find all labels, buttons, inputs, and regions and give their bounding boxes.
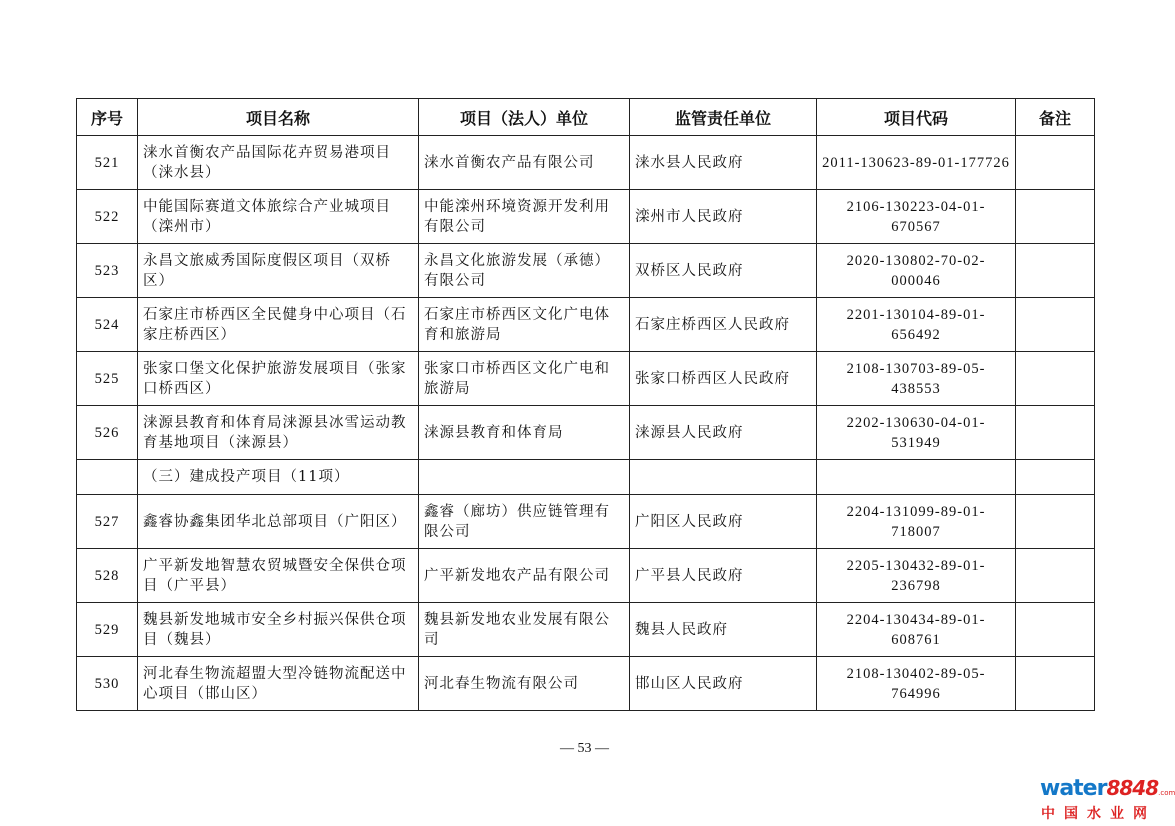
row-remark	[1016, 549, 1095, 603]
row-supervisor: 石家庄桥西区人民政府	[630, 298, 817, 352]
row-name: 涞源县教育和体育局涞源县冰雪运动教育基地项目（涞源县）	[138, 406, 419, 460]
row-remark	[1016, 657, 1095, 711]
row-seq: 528	[77, 549, 138, 603]
table-row	[77, 244, 1095, 298]
row-unit: 涞水首衡农产品有限公司	[419, 136, 630, 190]
header-row	[77, 99, 1095, 136]
row-code: 2204-130434-89-01-608761	[817, 603, 1016, 657]
table-row	[77, 657, 1095, 711]
row-supervisor: 张家口桥西区人民政府	[630, 352, 817, 406]
row-code: 2205-130432-89-01-236798	[817, 549, 1016, 603]
row-supervisor: 双桥区人民政府	[630, 244, 817, 298]
row-remark	[1016, 495, 1095, 549]
row-supervisor: 魏县人民政府	[630, 603, 817, 657]
row-seq: 529	[77, 603, 138, 657]
row-unit: 中能滦州环境资源开发利用有限公司	[419, 190, 630, 244]
row-remark	[1016, 136, 1095, 190]
row-supervisor: 涞源县人民政府	[630, 406, 817, 460]
row-remark	[1016, 190, 1095, 244]
row-seq: 525	[77, 352, 138, 406]
row-name: 魏县新发地城市安全乡村振兴保供仓项目（魏县）	[138, 603, 419, 657]
table-row	[77, 352, 1095, 406]
header-name: 项目名称	[138, 99, 419, 136]
logo-number: 8848	[1106, 776, 1159, 800]
row-code: 2108-130402-89-05-764996	[817, 657, 1016, 711]
header-seq: 序号	[77, 99, 138, 136]
logo-brand: water	[1040, 776, 1107, 801]
section-empty	[419, 460, 630, 495]
row-unit: 张家口市桥西区文化广电和旅游局	[419, 352, 630, 406]
row-code: 2020-130802-70-02-000046	[817, 244, 1016, 298]
row-remark	[1016, 603, 1095, 657]
row-seq: 522	[77, 190, 138, 244]
table-row	[77, 190, 1095, 244]
section-seq	[77, 460, 138, 495]
row-supervisor: 广阳区人民政府	[630, 495, 817, 549]
section-empty	[817, 460, 1016, 495]
logo-domain: .com	[1158, 789, 1175, 797]
row-code: 2201-130104-89-01-656492	[817, 298, 1016, 352]
row-remark	[1016, 406, 1095, 460]
row-name: 张家口堡文化保护旅游发展项目（张家口桥西区）	[138, 352, 419, 406]
watermark-logo	[1040, 776, 1175, 822]
section-title: （三）建成投产项目（11项）	[138, 460, 419, 495]
header-remark: 备注	[1016, 99, 1095, 136]
row-unit: 石家庄市桥西区文化广电体育和旅游局	[419, 298, 630, 352]
row-remark	[1016, 298, 1095, 352]
row-supervisor: 滦州市人民政府	[630, 190, 817, 244]
section-empty	[1016, 460, 1095, 495]
row-unit: 魏县新发地农业发展有限公司	[419, 603, 630, 657]
section-empty	[630, 460, 817, 495]
row-seq: 524	[77, 298, 138, 352]
row-name: 涞水首衡农产品国际花卉贸易港项目（涞水县）	[138, 136, 419, 190]
table-row	[77, 406, 1095, 460]
table-row	[77, 298, 1095, 352]
row-name: 河北春生物流超盟大型冷链物流配送中心项目（邯山区）	[138, 657, 419, 711]
table-row	[77, 549, 1095, 603]
row-supervisor: 邯山区人民政府	[630, 657, 817, 711]
header-unit: 项目（法人）单位	[419, 99, 630, 136]
row-seq: 521	[77, 136, 138, 190]
row-name: 鑫睿协鑫集团华北总部项目（广阳区）	[138, 495, 419, 549]
row-unit: 广平新发地农产品有限公司	[419, 549, 630, 603]
row-unit: 涞源县教育和体育局	[419, 406, 630, 460]
row-name: 永昌文旅威秀国际度假区项目（双桥区）	[138, 244, 419, 298]
logo-subtitle: 中国水业网	[1041, 806, 1156, 822]
row-remark	[1016, 244, 1095, 298]
row-remark	[1016, 352, 1095, 406]
row-code: 2106-130223-04-01-670567	[817, 190, 1016, 244]
row-code: 2011-130623-89-01-177726	[817, 136, 1016, 190]
row-supervisor: 涞水县人民政府	[630, 136, 817, 190]
page-number: — 53 —	[560, 741, 609, 756]
table-row	[77, 136, 1095, 190]
header-code: 项目代码	[817, 99, 1016, 136]
logo-wordmark	[1040, 776, 1175, 801]
row-code: 2204-131099-89-01-718007	[817, 495, 1016, 549]
section-row	[77, 460, 1095, 495]
table-row	[77, 495, 1095, 549]
row-seq: 526	[77, 406, 138, 460]
row-unit: 鑫睿（廊坊）供应链管理有限公司	[419, 495, 630, 549]
row-name: 石家庄市桥西区全民健身中心项目（石家庄桥西区）	[138, 298, 419, 352]
row-seq: 523	[77, 244, 138, 298]
project-table	[76, 98, 1095, 711]
row-code: 2202-130630-04-01-531949	[817, 406, 1016, 460]
header-supervisor: 监管责任单位	[630, 99, 817, 136]
table-row	[77, 603, 1095, 657]
row-name: 中能国际赛道文体旅综合产业城项目（滦州市）	[138, 190, 419, 244]
row-unit: 河北春生物流有限公司	[419, 657, 630, 711]
row-seq: 530	[77, 657, 138, 711]
row-supervisor: 广平县人民政府	[630, 549, 817, 603]
row-name: 广平新发地智慧农贸城暨安全保供仓项目（广平县）	[138, 549, 419, 603]
row-seq: 527	[77, 495, 138, 549]
row-unit: 永昌文化旅游发展（承德）有限公司	[419, 244, 630, 298]
row-code: 2108-130703-89-05-438553	[817, 352, 1016, 406]
